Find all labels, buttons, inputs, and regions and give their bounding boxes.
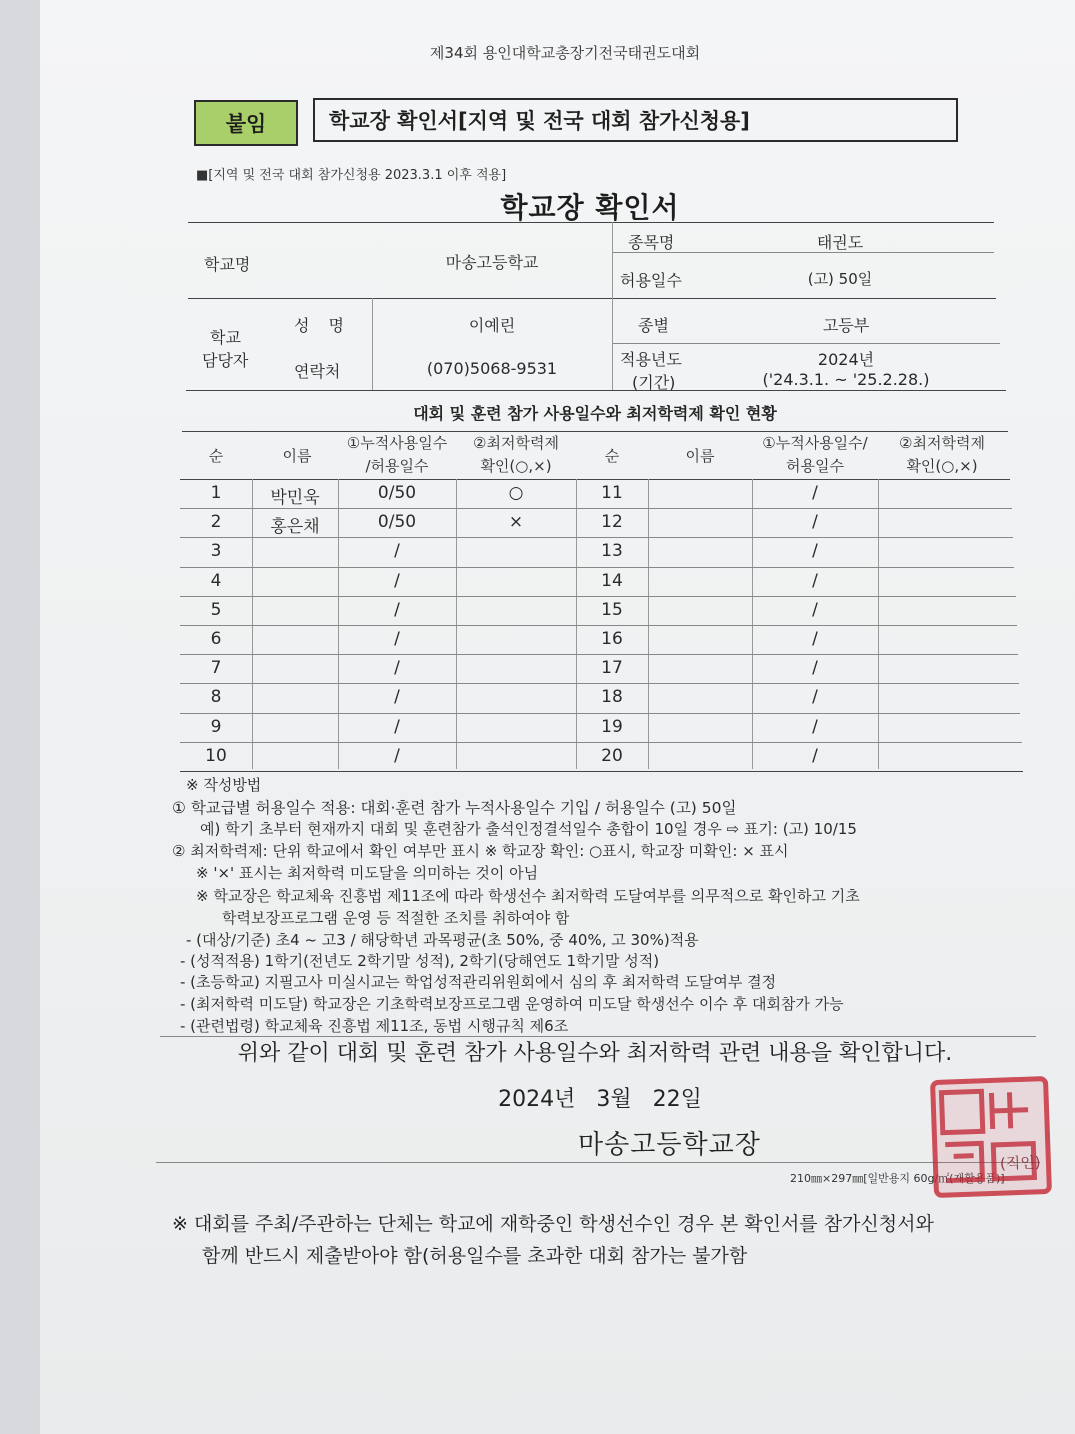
table-cell-no-r: 14	[601, 570, 623, 591]
table-cell-days-r: /	[812, 716, 818, 737]
table-cell-days: /	[394, 570, 400, 591]
table-cell-no-r: 12	[601, 512, 623, 533]
phone-label: 연락처	[294, 362, 341, 381]
table-row	[0, 567, 1075, 596]
table-cell-days: /	[394, 541, 400, 562]
table-cell-no: 7	[210, 658, 222, 679]
method-line: - (대상/기준) 초4 ~ 고3 / 해당학년 과목평균(초 50%, 중 40%, 고 30%)적용	[186, 931, 699, 949]
info-column-divider	[612, 222, 613, 390]
table-cell-days: 0/50	[377, 483, 417, 503]
table-cell-days-r: /	[812, 599, 818, 620]
col-name-header: 이름	[282, 447, 312, 465]
table-cell-no-r: 16	[601, 629, 623, 649]
name-label: 성 명	[294, 316, 344, 335]
table-cell-days-r: /	[812, 570, 818, 591]
table-cell-days-r: /	[812, 687, 818, 708]
info-divider	[612, 343, 1000, 344]
method-line: 학력보장프로그램 운영 등 적절한 조치를 취하여야 함	[222, 909, 570, 927]
paper-size-note: 210㎜×297㎜[일반용지 60g/㎡(재활용품)]	[790, 1172, 1005, 1185]
footer-note-line1: ※ 대회를 주최/주관하는 단체는 학교에 재학중인 학생선수인 경우 본 확인서를 참가신청서와	[172, 1213, 934, 1235]
col-no-right-header: 순	[604, 447, 620, 465]
col-min-right-header-line2: 확인(○,×)	[906, 457, 978, 475]
table-cell-days: /	[394, 658, 400, 679]
table-row	[0, 596, 1075, 625]
event-title: 제34회 용인대학교총장기전국태권도대회	[429, 44, 701, 62]
table-cell-days: /	[394, 629, 400, 649]
table-cell-check: ×	[508, 512, 524, 533]
table-cell-no: 6	[210, 629, 222, 649]
table-cell-no-r: 15	[601, 599, 623, 620]
table-row	[0, 713, 1075, 742]
method-line: 예) 학기 초부터 현재까지 대회 및 훈련참가 출석인정결석일수 총합이 10일 경우 ⇨ 표기: (고) 10/15	[200, 820, 857, 838]
table-cell-days: /	[394, 687, 400, 708]
table-cell-days-r: /	[812, 629, 818, 649]
year-value: 2024년	[817, 350, 875, 369]
method-line: - (초등학교) 지필고사 미실시교는 학업성적관리위원회에서 심의 후 최저학력 도달여부 결정	[180, 973, 777, 991]
method-line: - (관련법령) 학교체육 진흥법 제11조, 동법 시행규칙 제6조	[180, 1017, 569, 1035]
table-row	[0, 742, 1075, 771]
col-min-header-line1: ②최저학력제	[473, 434, 559, 452]
table-cell-check: ○	[508, 483, 524, 503]
method-line: ※ '×' 표시는 최저학력 미도달을 의미하는 것이 아님	[196, 864, 539, 882]
official-seal	[930, 1076, 1052, 1198]
col-no-header: 순	[208, 447, 224, 465]
contact-label-line2: 담당자	[202, 351, 249, 370]
table-cell-days-r: /	[812, 745, 818, 766]
method-line: ※ 학교장은 학교체육 진흥법 제11조에 따라 학생선수 최저학력 도달여부를 의무적으로 확인하고 기초	[196, 887, 860, 905]
row-rule	[180, 771, 1023, 772]
info-middle-rule	[188, 298, 996, 299]
contact-label-line1: 학교	[210, 328, 241, 347]
col-min-header-line2: 확인(○,×)	[480, 457, 552, 475]
table-cell-no: 10	[205, 745, 227, 766]
allowed-days-value: (고) 50일	[807, 270, 873, 288]
period-value: ('24.3.1. ~ '25.2.28.)	[762, 370, 930, 389]
table-cell-no: 8	[210, 687, 222, 708]
table-row	[0, 479, 1075, 508]
table-cell-no: 3	[210, 541, 222, 562]
table-cell-days: 0/50	[377, 512, 417, 533]
method-line: ① 학교급별 허용일수 적용: 대회·훈련 참가 누적사용일수 기입 / 허용일수 (고) 50일	[172, 799, 737, 817]
applicability-note: ■[지역 및 전국 대회 참가신청용 2023.3.1 이후 적용]	[196, 168, 507, 183]
footer-note	[172, 1208, 934, 1272]
table-row	[0, 508, 1075, 537]
footer-rule	[156, 1162, 1040, 1163]
table-row	[0, 683, 1075, 712]
section-title: 대회 및 훈련 참가 사용일수와 최저학력제 확인 현황	[413, 404, 777, 423]
table-cell-no: 4	[210, 570, 222, 591]
table-cell-days: /	[394, 745, 400, 766]
table-cell-days-r: /	[812, 658, 818, 679]
table-cell-no-r: 20	[601, 745, 623, 766]
seal-text: (직인)	[999, 1153, 1041, 1173]
sport-value: 태권도	[816, 233, 864, 252]
header-title-box: 학교장 확인서[지역 및 전국 대회 참가신청용]	[313, 98, 958, 142]
table-cell-no: 2	[210, 512, 222, 533]
attachment-badge: 붙임	[194, 100, 298, 146]
info-bottom-rule	[186, 390, 1006, 391]
phone-value: (070)5068-9531	[426, 359, 558, 378]
table-row	[0, 625, 1075, 654]
info-top-rule	[188, 222, 994, 223]
table-cell-days: /	[394, 716, 400, 737]
division-value: 고등부	[822, 316, 870, 335]
table-cell-days: /	[394, 599, 400, 620]
year-label-line1: 적용년도	[620, 350, 682, 369]
table-cell-no: 9	[210, 716, 222, 737]
table-row	[0, 654, 1075, 683]
col-name-right-header: 이름	[685, 447, 715, 465]
footer-note-line2: 함께 반드시 제출받아야 함(허용일수를 초과한 대회 참가는 불가함	[202, 1245, 748, 1267]
school-name-value: 마송고등학교	[445, 253, 539, 272]
principal-signature: 마송고등학교장	[578, 1130, 761, 1160]
table-cell-name: 홍은채	[270, 517, 320, 538]
col-days-right-header-line2: 허용일수	[786, 457, 844, 475]
sport-label: 종목명	[628, 233, 675, 252]
school-name-label: 학교명	[204, 255, 251, 274]
division-label: 종별	[638, 316, 669, 335]
col-days-header-line1: ①누적사용일수	[346, 434, 448, 452]
table-cell-no: 5	[210, 599, 222, 620]
year-label-line2: (기간)	[632, 373, 676, 392]
manager-name-value: 이예린	[468, 316, 516, 335]
issue-date: 2024년 3월 22일	[498, 1087, 702, 1112]
table-cell-days-r: /	[812, 483, 818, 503]
col-min-right-header-line1: ②최저학력제	[899, 434, 985, 452]
method-line: - (최저학력 미도달) 학교장은 기초학력보장프로그램 운영하여 미도달 학생선수 이수 후 대회참가 가능	[180, 995, 844, 1013]
confirmation-statement: 위와 같이 대회 및 훈련 참가 사용일수와 최저학력 관련 내용을 확인합니다.	[237, 1041, 953, 1066]
table-cell-name: 박민욱	[270, 488, 320, 508]
allowed-days-label: 허용일수	[620, 271, 682, 290]
col-days-right-header-line1: ①누적사용일수/	[762, 434, 868, 452]
col-days-header-line2: /허용일수	[365, 457, 429, 475]
table-row	[0, 537, 1075, 566]
table-cell-no-r: 18	[601, 687, 623, 708]
table-cell-no: 1	[210, 483, 222, 503]
table-cell-days-r: /	[812, 541, 818, 562]
method-line: ② 최저학력제: 단위 학교에서 확인 여부만 표시 ※ 학교장 확인: ○표시, 학교장 미확인: × 표시	[172, 842, 789, 860]
table-cell-no-r: 17	[601, 658, 623, 679]
document-title: 학교장 확인서	[500, 191, 680, 224]
table-cell-days-r: /	[812, 512, 818, 533]
table-cell-no-r: 11	[601, 483, 623, 503]
table-cell-no-r: 19	[601, 716, 623, 737]
method-line: - (성적적용) 1학기(전년도 2학기말 성적), 2학기(당해연도 1학기말 성적)	[180, 952, 660, 970]
table-cell-no-r: 13	[601, 541, 623, 562]
method-title: ※ 작성방법	[186, 776, 262, 794]
